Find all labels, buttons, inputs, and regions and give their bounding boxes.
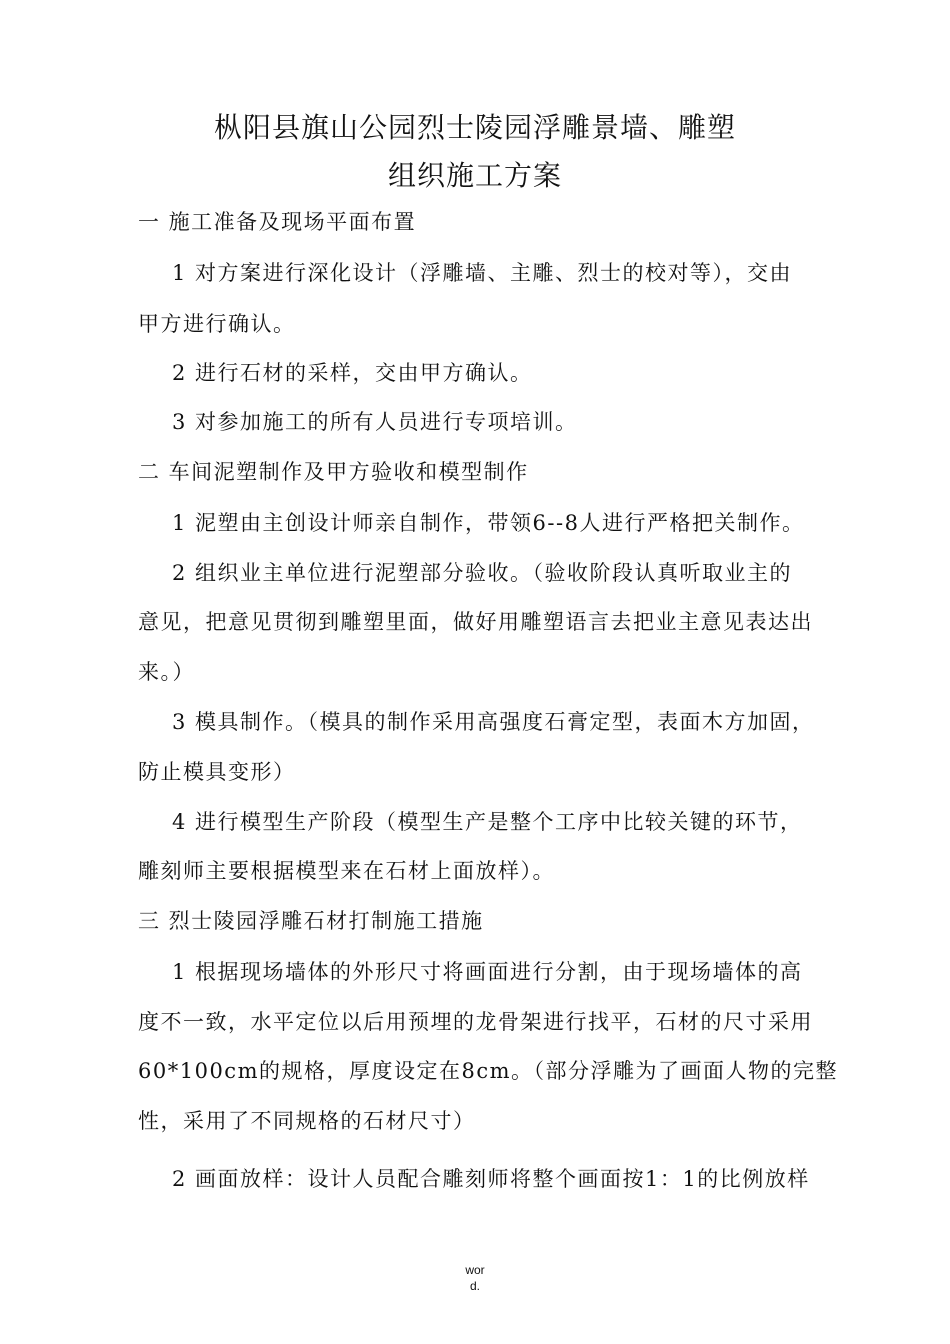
paragraph-line: 防止模具变形） xyxy=(138,760,296,784)
page-footer xyxy=(0,1262,950,1294)
footer-line-2: d. xyxy=(469,1279,480,1293)
paragraph-line: 2 组织业主单位进行泥塑部分验收。（验收阶段认真听取业主的 xyxy=(172,561,793,585)
section-heading-1: 一 施工准备及现场平面布置 xyxy=(138,210,417,234)
paragraph-line: 来。） xyxy=(138,660,195,684)
paragraph-line: 性，采用了不同规格的石材尺寸） xyxy=(138,1109,476,1133)
document-title-line-1: 枞阳县旗山公园烈士陵园浮雕景墙、雕塑 xyxy=(213,111,736,144)
paragraph-line: 1 根据现场墙体的外形尺寸将画面进行分割，由于现场墙体的高 xyxy=(172,960,803,984)
paragraph-line: 1 对方案进行深化设计（浮雕墙、主雕、烈士的校对等），交由 xyxy=(172,261,793,285)
paragraph-line: 4 进行模型生产阶段（模型生产是整个工序中比较关键的环节， xyxy=(172,810,803,834)
section-heading-2: 二 车间泥塑制作及甲方验收和模型制作 xyxy=(138,460,529,484)
paragraph-line: 意见，把意见贯彻到雕塑里面，做好用雕塑语言去把业主意见表达出 xyxy=(138,610,813,634)
paragraph-line: 3 对参加施工的所有人员进行专项培训。 xyxy=(172,410,578,434)
paragraph-line: 甲方进行确认。 xyxy=(138,312,296,336)
paragraph-line: 60*100cm的规格，厚度设定在8cm。（部分浮雕为了画面人物的完整 xyxy=(138,1059,839,1083)
section-heading-3: 三 烈士陵园浮雕石材打制施工措施 xyxy=(138,909,484,933)
paragraph-line: 2 画面放样：设计人员配合雕刻师将整个画面按1：1的比例放样 xyxy=(172,1167,810,1191)
paragraph-line: 2 进行石材的采样，交由甲方确认。 xyxy=(172,361,533,385)
footer-line-1: wor xyxy=(465,1263,485,1277)
paragraph-line: 1 泥塑由主创设计师亲自制作，带领6--8人进行严格把关制作。 xyxy=(172,511,805,535)
document-title-line-2: 组织施工方案 xyxy=(387,159,562,192)
paragraph-line: 雕刻师主要根据模型来在石材上面放样）。 xyxy=(138,859,555,883)
paragraph-line: 3 模具制作。（模具的制作采用高强度石膏定型，表面木方加固， xyxy=(172,710,815,734)
paragraph-line: 度不一致，水平定位以后用预埋的龙骨架进行找平，石材的尺寸采用 xyxy=(138,1010,813,1034)
